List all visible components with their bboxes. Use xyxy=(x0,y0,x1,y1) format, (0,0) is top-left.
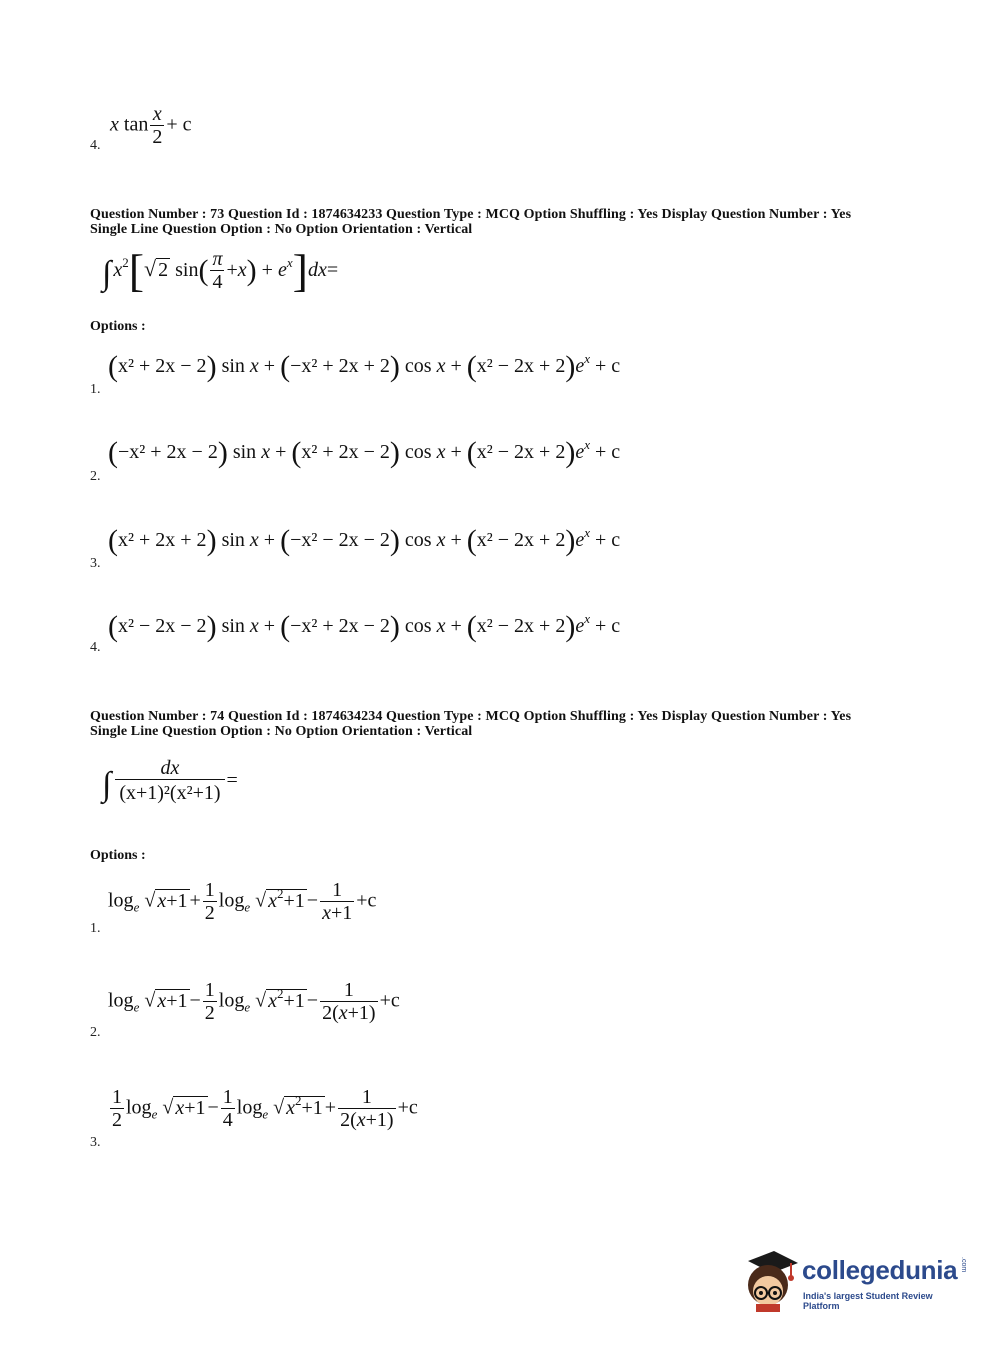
q73-question-expression: ∫ $x^2[√$ 2 sin( $\frac{\pi}{4}$ $+x) + e^x]dx=$ xyxy=(102,245,339,296)
q74-options-label: Options : xyxy=(90,848,146,863)
logo-tagline: India's largest Student Review Platform xyxy=(803,1291,933,1311)
q73-meta-line1: Question Number : 73 Question Id : 1874634233 Question Type : MCQ Option Shuffling : Yes Display Question Number : Yes xyxy=(90,207,852,222)
q73-option-2-expression: (−x² + 2x − 2) sin x + (x² + 2x − 2) $\cos x + (x^2 - 2x + 2)e^x + c$ xyxy=(108,436,621,469)
q73-option-3-expression: (x² + 2x + 2) sin x + (−x² − 2x − 2) $\cos x + (x^2 - 2x + 2)e^x + c$ xyxy=(108,524,621,557)
q73-option-3-number: 3. xyxy=(90,556,101,571)
q73-option-1-number: 1. xyxy=(90,382,101,397)
q74-meta-line2: Single Line Question Option : No Option Orientation : Vertical xyxy=(90,724,473,739)
q72-option-4-number: 4. xyxy=(90,138,101,153)
q73-meta-line2: Single Line Question Option : No Option Orientation : Vertical xyxy=(90,222,473,237)
q74-question-expression: ∫ $\frac{dx}{\text{(x+1)²(x²+1)}}$ = xyxy=(102,757,238,804)
mascot-icon xyxy=(740,1247,800,1317)
q73-option-2-number: 2. xyxy=(90,469,101,484)
q74-option-1-expression: $\log_e$ √ x+1 + $\frac{1}{2}$ $\log_e$ √ $x^2+1$ − $\frac{1}{x+1}$ +c xyxy=(108,879,377,924)
q74-option-2-expression: $\log_e$ √ x+1 − $\frac{1}{2}$ $\log_e$ √ $x^2+1$ − $\frac{1}{2(x+1)}$ +c xyxy=(108,979,400,1024)
q74-meta-line1: Question Number : 74 Question Id : 1874634234 Question Type : MCQ Option Shuffling : Yes Display Question Number : Yes xyxy=(90,709,852,724)
q73-option-1-expression: (x² + 2x − 2) sin x + (−x² + 2x + 2) $\cos x + (x^2 - 2x + 2)e^x + c$ xyxy=(108,350,621,383)
q72-option-4-expression: x tan $\frac{x}{2}$ + c xyxy=(110,103,192,148)
q73-option-4-number: 4. xyxy=(90,640,101,655)
q73-options-label: Options : xyxy=(90,319,146,334)
q74-option-1-number: 1. xyxy=(90,921,101,936)
q74-option-2-number: 2. xyxy=(90,1025,101,1040)
q74-option-3-expression: $\frac{1}{2}$ $\log_e$ √ x+1 − $\frac{1}{4}$ $\log_e$ √ $x^2+1$ + $\frac{1}{2(x+1)}$ +c xyxy=(112,1086,418,1131)
q73-option-4-expression: (x² − 2x − 2) sin x + (−x² + 2x − 2) $\cos x + (x^2 - 2x + 2)e^x + c$ xyxy=(108,610,621,643)
collegedunia-logo xyxy=(740,1247,970,1321)
logo-wordmark: collegedunia xyxy=(802,1255,958,1285)
logo-suffix: .com xyxy=(960,1257,967,1273)
q74-option-3-number: 3. xyxy=(90,1135,101,1150)
